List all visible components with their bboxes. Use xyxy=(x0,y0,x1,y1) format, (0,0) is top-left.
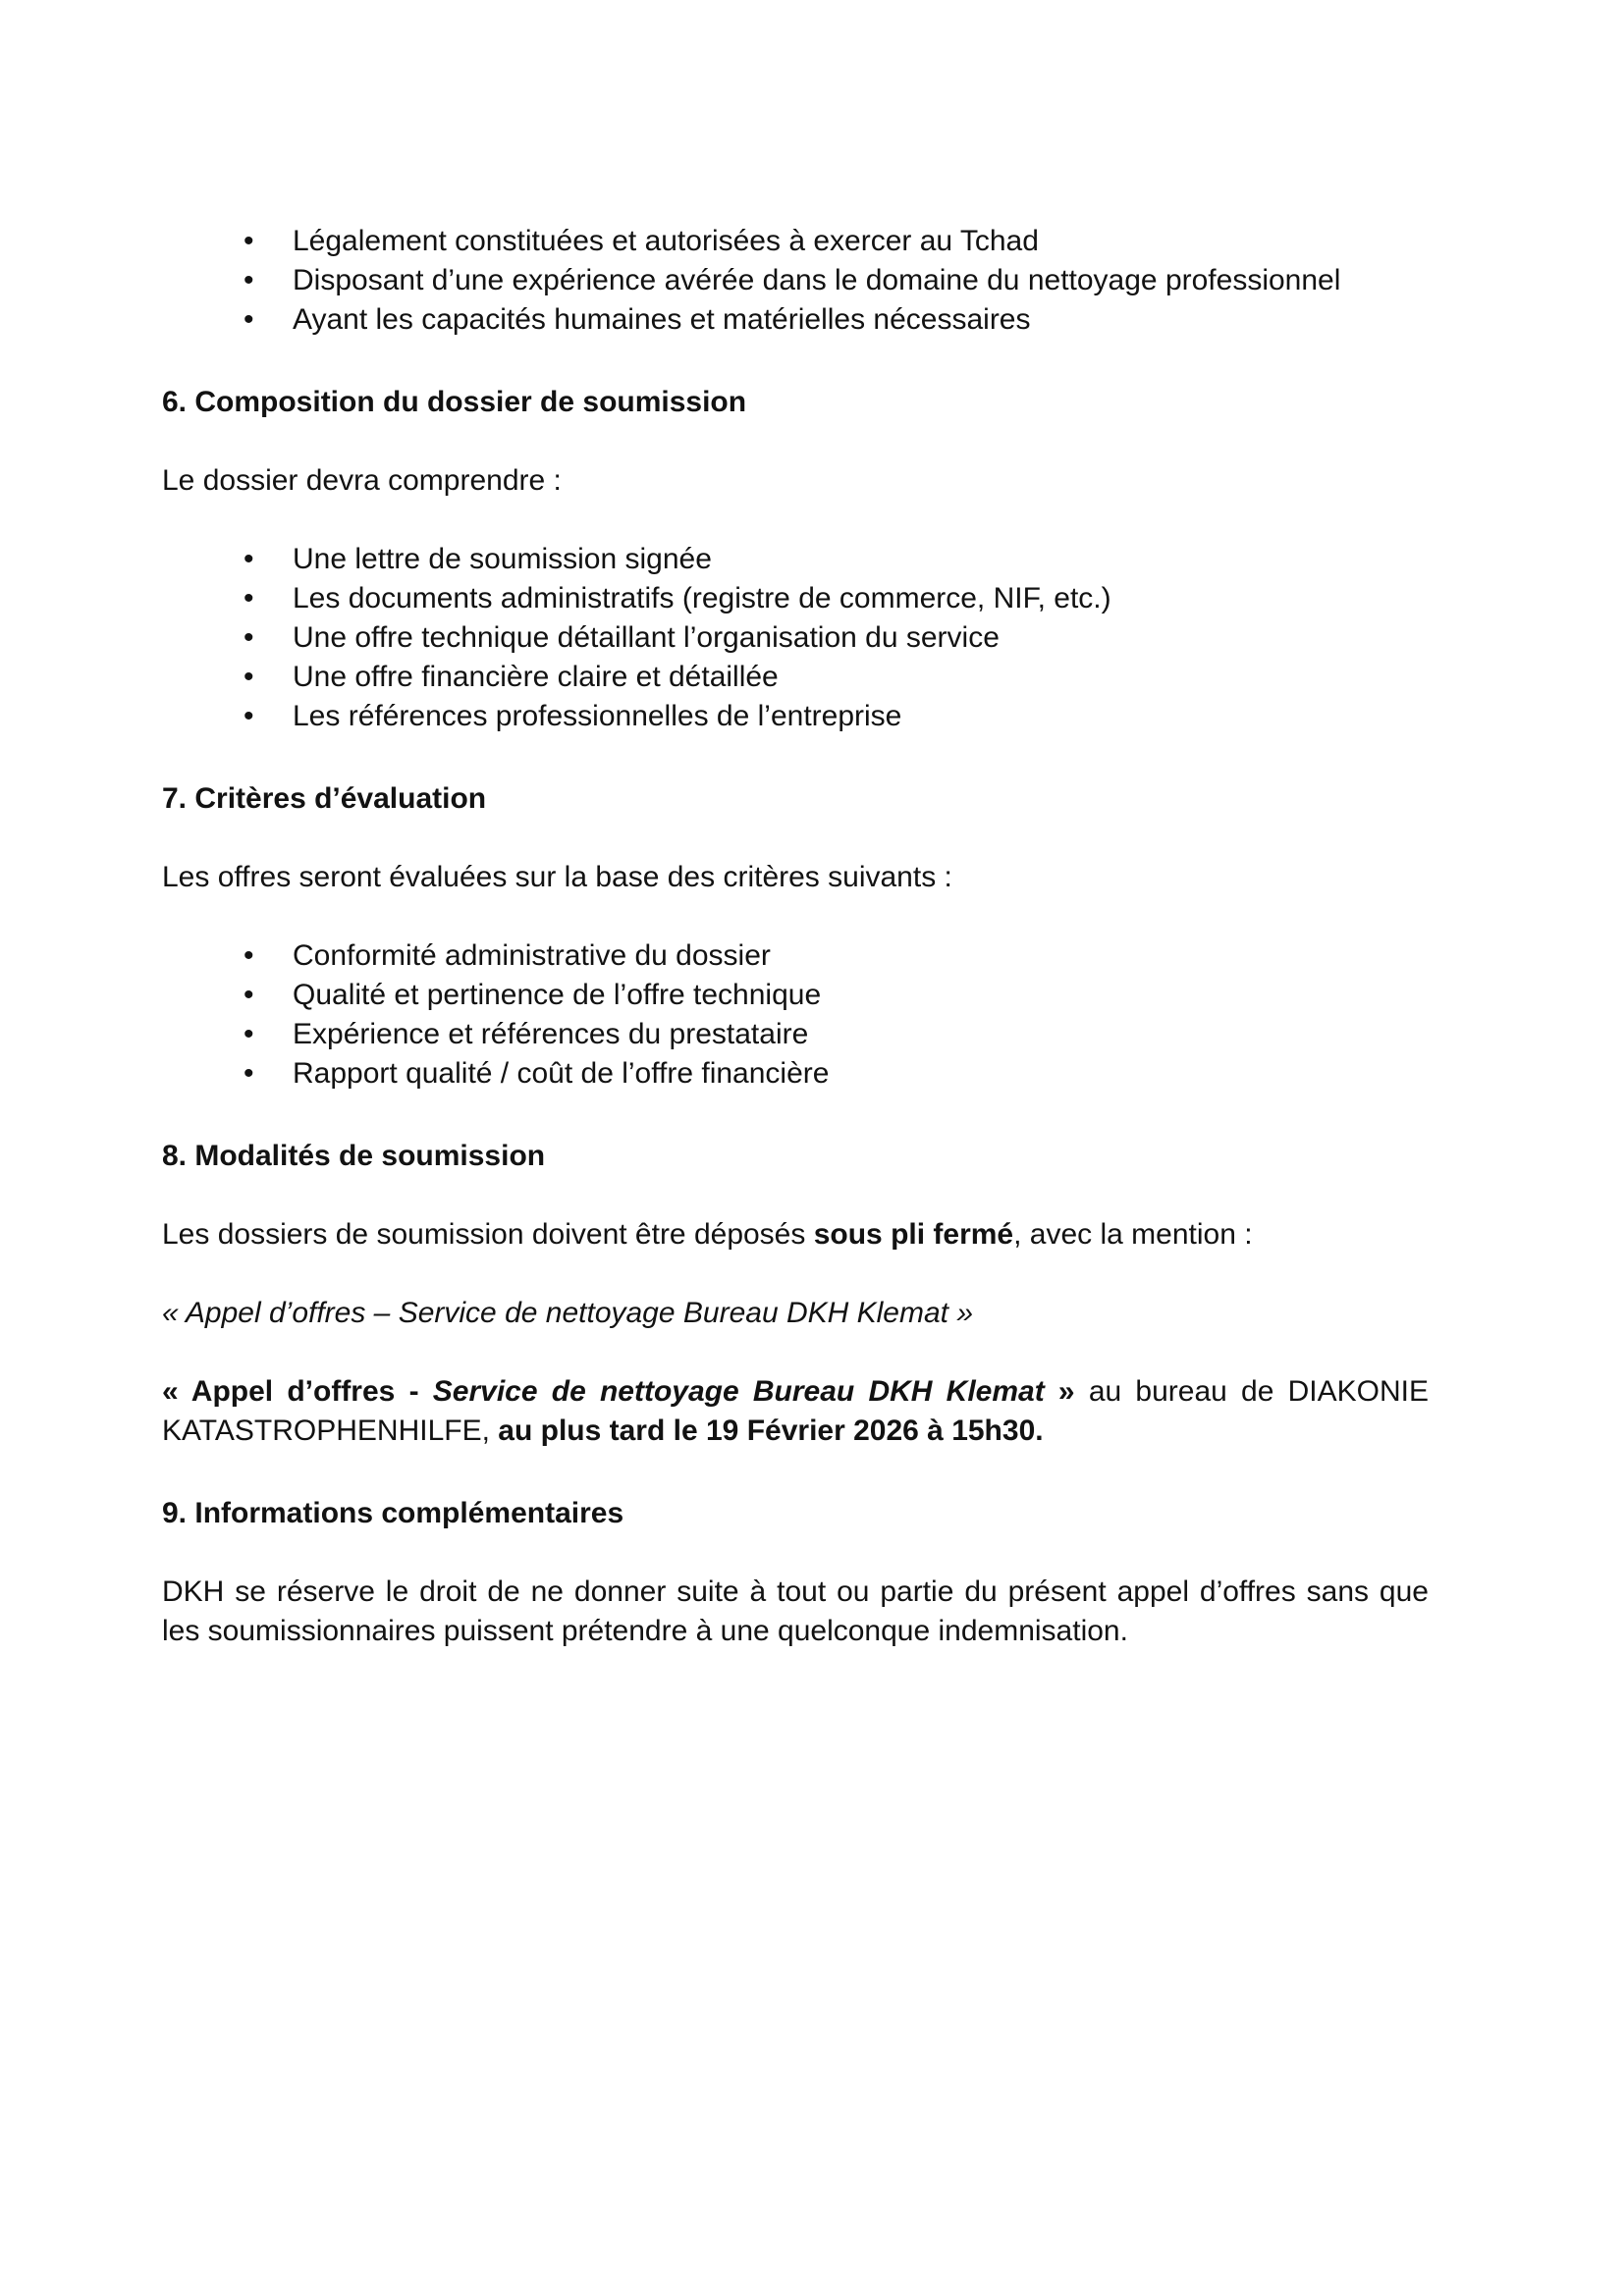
section-8-heading: 8. Modalités de soumission xyxy=(162,1140,546,1172)
submission-text: Les dossiers de soumission doivent être déposés xyxy=(162,1218,814,1251)
tender-title-bold-italic: Service de nettoyage Bureau DKH Klemat xyxy=(432,1375,1045,1408)
submission-instructions-paragraph xyxy=(162,1215,1429,1255)
list-item: • Disposant d’une expérience avérée dans le domaine du nettoyage professionnel xyxy=(293,261,1429,300)
dossier-contents-bullet-list xyxy=(162,540,1429,736)
section-6-heading: 6. Composition du dossier de soumission xyxy=(162,386,747,418)
tender-label-bold: « Appel d’offres - xyxy=(162,1375,433,1408)
list-item: • Conformité administrative du dossier xyxy=(293,936,1429,976)
submission-text: , avec la mention : xyxy=(1013,1218,1253,1251)
list-item: • Une offre financière claire et détaillée xyxy=(293,658,1429,697)
list-item: • Rapport qualité / coût de l’offre financière xyxy=(293,1054,1429,1094)
evaluation-criteria-bullet-list xyxy=(162,936,1429,1094)
office-text: au bureau de DIAKONIE KATASTROPHENHILFE, xyxy=(162,1375,1430,1447)
deposit-address-paragraph xyxy=(162,1372,1429,1451)
closing-guillemet-bold: » xyxy=(1044,1375,1089,1408)
list-item: • Qualité et pertinence de l’offre technique xyxy=(293,976,1429,1015)
list-item: • Légalement constituées et autorisées à exercer au Tchad xyxy=(293,222,1429,261)
disclaimer-paragraph: DKH se réserve le droit de ne donner suite à tout ou partie du présent appel d’offres sans que les soumissionnaires puissent prétendre à une quelconque indemnisation. xyxy=(162,1575,1429,1647)
list-item: • Expérience et références du prestataire xyxy=(293,1015,1429,1054)
list-item: • Une offre technique détaillant l’organisation du service xyxy=(293,618,1429,658)
section-9-heading: 9. Informations complémentaires xyxy=(162,1497,624,1529)
list-item: • Ayant les capacités humaines et matérielles nécessaires xyxy=(293,300,1429,340)
list-item: • Une lettre de soumission signée xyxy=(293,540,1429,579)
tender-mention-quote: « Appel d’offres – Service de nettoyage Bureau DKH Klemat » xyxy=(162,1297,974,1329)
list-item: • Les références professionnelles de l’entreprise xyxy=(293,697,1429,736)
section-6-intro-paragraph: Le dossier devra comprendre : xyxy=(162,464,562,497)
deadline-bold-text: au plus tard le 19 Février 2026 à 15h30. xyxy=(498,1415,1044,1447)
eligibility-bullet-list xyxy=(162,222,1429,340)
list-item: • Les documents administratifs (registre de commerce, NIF, etc.) xyxy=(293,579,1429,618)
section-7-intro-paragraph: Les offres seront évaluées sur la base des critères suivants : xyxy=(162,861,952,893)
section-7-heading: 7. Critères d’évaluation xyxy=(162,782,487,815)
sealed-envelope-bold-text: sous pli fermé xyxy=(813,1218,1014,1251)
